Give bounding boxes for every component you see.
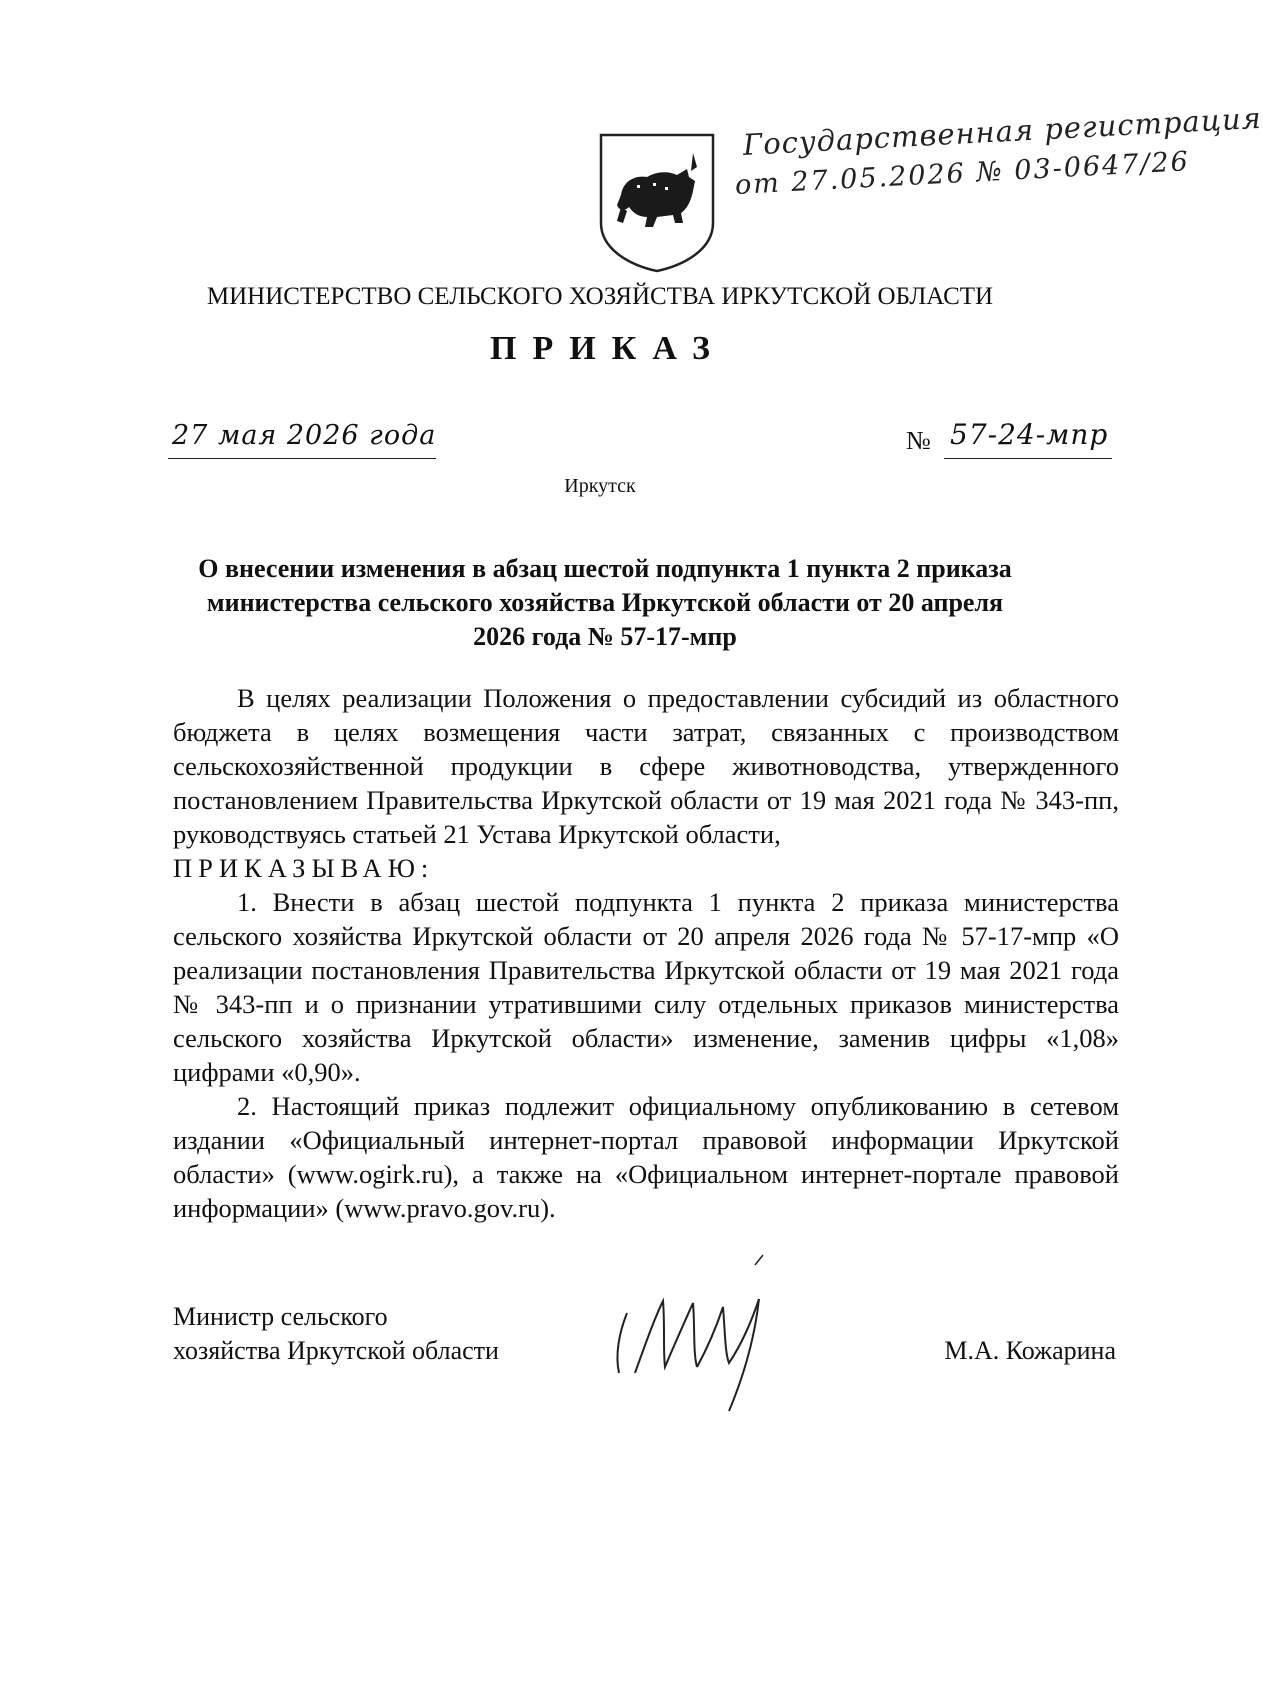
order-item-2: 2. Настоящий приказ подлежит официальному опубликованию в сетевом издании «Официальный интернет-портал правовой информации Иркутской области» (www.ogirk.ru), а также на «Официальном интернет-портале правовой информации» (www.pravo.gov.ru). (173, 1091, 1119, 1223)
registration-note-line2: от 27.05.2026 № 03-0647/26 (734, 146, 1191, 201)
signatory-position-line2: хозяйства Иркутской области (173, 1336, 499, 1365)
order-number-field (906, 418, 1126, 458)
city: Иркутск (564, 475, 636, 497)
order-date-field (168, 418, 436, 459)
document-body (173, 681, 1119, 1225)
document-type: ПРИКАЗ (490, 330, 726, 367)
order-item-1: 1. Внести в абзац шестой подпункта 1 пункта 2 приказа министерства сельского хозяйства Иркутской области от 20 апреля 2026 года № 57-17-мпр «О реализации постановления Правительства Иркутской области от 19 мая 2021 года № 343-пп и о признании утратившими силу отдельных приказов министерства сельского хозяйства Иркутской области» изменение, заменив цифры «1,08» цифрами «0,90». (173, 887, 1119, 1087)
ministry-name: МИНИСТЕРСТВО СЕЛЬСКОГО ХОЗЯЙСТВА ИРКУТСКОЙ ОБЛАСТИ (206, 283, 994, 310)
registration-note (734, 100, 1263, 218)
number-sign: № (906, 426, 931, 455)
preamble-paragraph: В целях реализации Положения о предоставлении субсидий из областного бюджета в целях возмещения части затрат, связанных с производством сельскохозяйственной продукции в сфере животноводства, утвержденного постановлением Правительства Иркутской области от 19 мая 2021 года № 343-пп, руководствуясь статьей 21 Устава Иркутской области, (173, 683, 1119, 849)
order-date: 27 мая 2026 года (172, 420, 437, 451)
signatory-position (173, 1300, 499, 1368)
signatory-name: М.А. Кожарина (944, 1336, 1116, 1365)
registration-note-line1: Государственная регистрация (742, 100, 1263, 162)
coat-of-arms-icon (597, 131, 717, 274)
order-number: 57-24-мпр (950, 418, 1109, 451)
order-word: ПРИКАЗЫВАЮ: (173, 853, 435, 883)
signatory-position-line1: Министр сельского (173, 1302, 388, 1331)
order-number-line (944, 418, 1112, 459)
document-heading: О внесении изменения в абзац шестой подпункта 1 пункта 2 приказа министерства сельского хозяйства Иркутской области от 20 апреля 2026 года № 57-17-мпр (198, 554, 1012, 651)
handwritten-signature-icon (605, 1255, 805, 1415)
